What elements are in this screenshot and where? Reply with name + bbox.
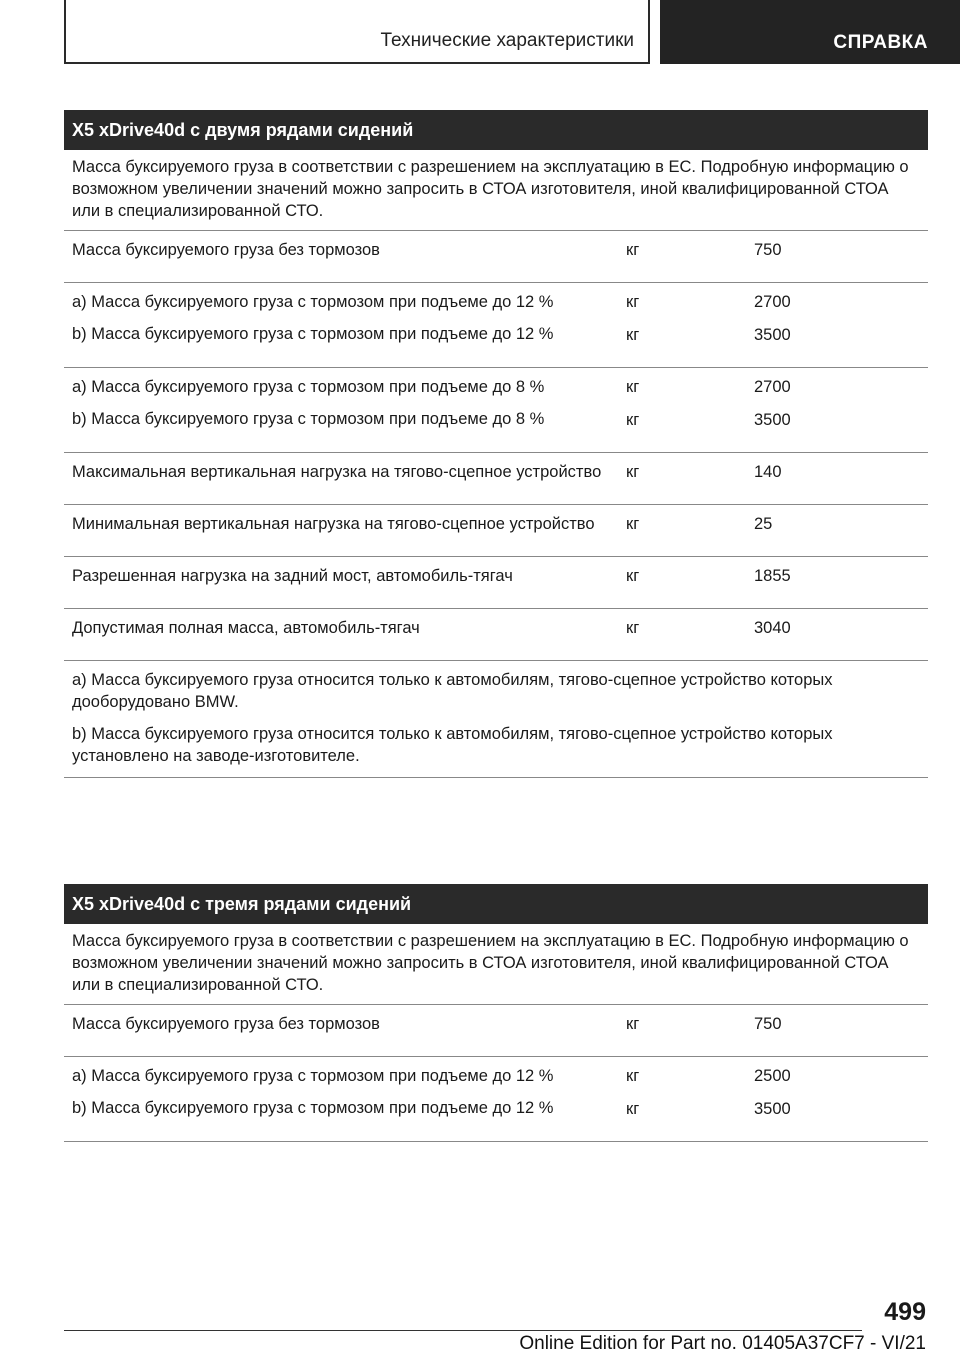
row-value: 1855 — [754, 567, 791, 585]
table-row — [64, 231, 928, 283]
row-value: 3500 — [754, 1100, 791, 1118]
row-unit-cell — [620, 239, 746, 272]
row-description-cell — [64, 513, 620, 546]
row-unit: кг — [626, 515, 640, 533]
row-value: 3500 — [754, 411, 791, 429]
row-description-cell — [64, 461, 620, 494]
row-description: Масса буксируемого груза без тормозов — [72, 1015, 380, 1033]
footnotes — [64, 661, 928, 778]
spec-rows — [64, 231, 928, 661]
row-description: a) Масса буксируемого груза с тормозом при подъеме до 12 % — [72, 1067, 554, 1085]
row-value-cell — [746, 565, 928, 598]
row-unit-cell — [620, 513, 746, 546]
row-unit: кг — [626, 326, 640, 344]
header-chapter-title: СПРАВКА — [833, 32, 928, 53]
footer-edition: Online Edition for Part no. 01405A37CF7 - VI/21 — [519, 1333, 926, 1354]
row-value-cell — [746, 513, 928, 546]
row-description-cell — [64, 565, 620, 598]
row-value: 750 — [754, 241, 782, 259]
section-title: X5 xDrive40d с двумя рядами сидений — [64, 110, 928, 150]
row-unit-cell — [620, 291, 746, 357]
footer-divider — [64, 1330, 862, 1331]
row-unit: кг — [626, 619, 640, 637]
row-unit: кг — [626, 463, 640, 481]
row-value-cell — [746, 239, 928, 272]
table-row — [64, 557, 928, 609]
row-description: Разрешенная нагрузка на задний мост, автомобиль-тягач — [72, 567, 513, 585]
row-value-cell — [746, 376, 928, 442]
row-value-cell — [746, 617, 928, 650]
row-unit: кг — [626, 1067, 640, 1085]
spec-rows — [64, 1005, 928, 1142]
row-description-cell — [64, 1065, 620, 1131]
row-description-cell — [64, 239, 620, 272]
table-row — [64, 453, 928, 505]
row-unit: кг — [626, 241, 640, 259]
spec-section-three-rows — [64, 884, 928, 1142]
section-intro: Масса буксируемого груза в соответствии с разрешением на эксплуатацию в ЕС. Подробную информацию о возможном увеличении значений можно запросить в СТОА изготовителя, иной квалифицированной СТОА или в специализированной СТО. — [64, 924, 928, 1005]
row-value-cell — [746, 461, 928, 494]
footnote-b: b) Масса буксируемого груза относится только к автомобилям, тягово-сцепное устройство которых установлено на заводе-изготовителе. — [72, 725, 833, 765]
row-unit-cell — [620, 376, 746, 442]
row-description-cell — [64, 291, 620, 357]
row-description-cell — [64, 1013, 620, 1046]
row-description: Допустимая полная масса, автомобиль-тягач — [72, 619, 420, 637]
row-value: 3500 — [754, 326, 791, 344]
row-unit-cell — [620, 1013, 746, 1046]
row-value-cell — [746, 291, 928, 357]
row-unit-cell — [620, 1065, 746, 1131]
row-unit: кг — [626, 411, 640, 429]
table-row — [64, 368, 928, 453]
row-description: b) Масса буксируемого груза с тормозом при подъеме до 8 % — [72, 410, 545, 428]
row-description-cell — [64, 617, 620, 650]
row-description: Минимальная вертикальная нагрузка на тягово-сцепное устройство — [72, 515, 595, 533]
row-description: a) Масса буксируемого груза с тормозом при подъеме до 8 % — [72, 378, 545, 396]
table-row — [64, 1005, 928, 1057]
row-unit-cell — [620, 565, 746, 598]
row-description: Максимальная вертикальная нагрузка на тягово-сцепное устройство — [72, 463, 602, 481]
row-value-cell — [746, 1065, 928, 1131]
row-value: 2700 — [754, 293, 791, 311]
table-row — [64, 505, 928, 557]
row-value: 2500 — [754, 1067, 791, 1085]
row-unit: кг — [626, 1100, 640, 1118]
footnote-a: a) Масса буксируемого груза относится только к автомобилям, тягово-сцепное устройство которых дооборудовано BMW. — [72, 671, 833, 711]
row-value: 25 — [754, 515, 773, 533]
row-unit: кг — [626, 293, 640, 311]
table-row — [64, 283, 928, 368]
header-section-title: Технические характеристики — [380, 30, 634, 51]
header-section-tab[interactable] — [64, 0, 650, 64]
row-unit-cell — [620, 617, 746, 650]
row-description: b) Масса буксируемого груза с тормозом при подъеме до 12 % — [72, 325, 554, 343]
row-unit: кг — [626, 1015, 640, 1033]
row-description: a) Масса буксируемого груза с тормозом при подъеме до 12 % — [72, 293, 554, 311]
page-number: 499 — [884, 1298, 926, 1326]
row-description: b) Масса буксируемого груза с тормозом при подъеме до 12 % — [72, 1099, 554, 1117]
row-value: 140 — [754, 463, 782, 481]
row-description-cell — [64, 376, 620, 442]
spec-section-two-rows — [64, 110, 928, 778]
table-row — [64, 1057, 928, 1142]
row-unit: кг — [626, 378, 640, 396]
table-row — [64, 609, 928, 661]
row-unit: кг — [626, 567, 640, 585]
row-description: Масса буксируемого груза без тормозов — [72, 241, 380, 259]
header-chapter-tab[interactable] — [660, 0, 960, 64]
row-value: 3040 — [754, 619, 791, 637]
row-unit-cell — [620, 461, 746, 494]
row-value: 2700 — [754, 378, 791, 396]
row-value-cell — [746, 1013, 928, 1046]
row-value: 750 — [754, 1015, 782, 1033]
section-intro: Масса буксируемого груза в соответствии с разрешением на эксплуатацию в ЕС. Подробную информацию о возможном увеличении значений можно запросить в СТОА изготовителя, иной квалифицированной СТОА или в специализированной СТО. — [64, 150, 928, 231]
section-title: X5 xDrive40d с тремя рядами сидений — [64, 884, 928, 924]
